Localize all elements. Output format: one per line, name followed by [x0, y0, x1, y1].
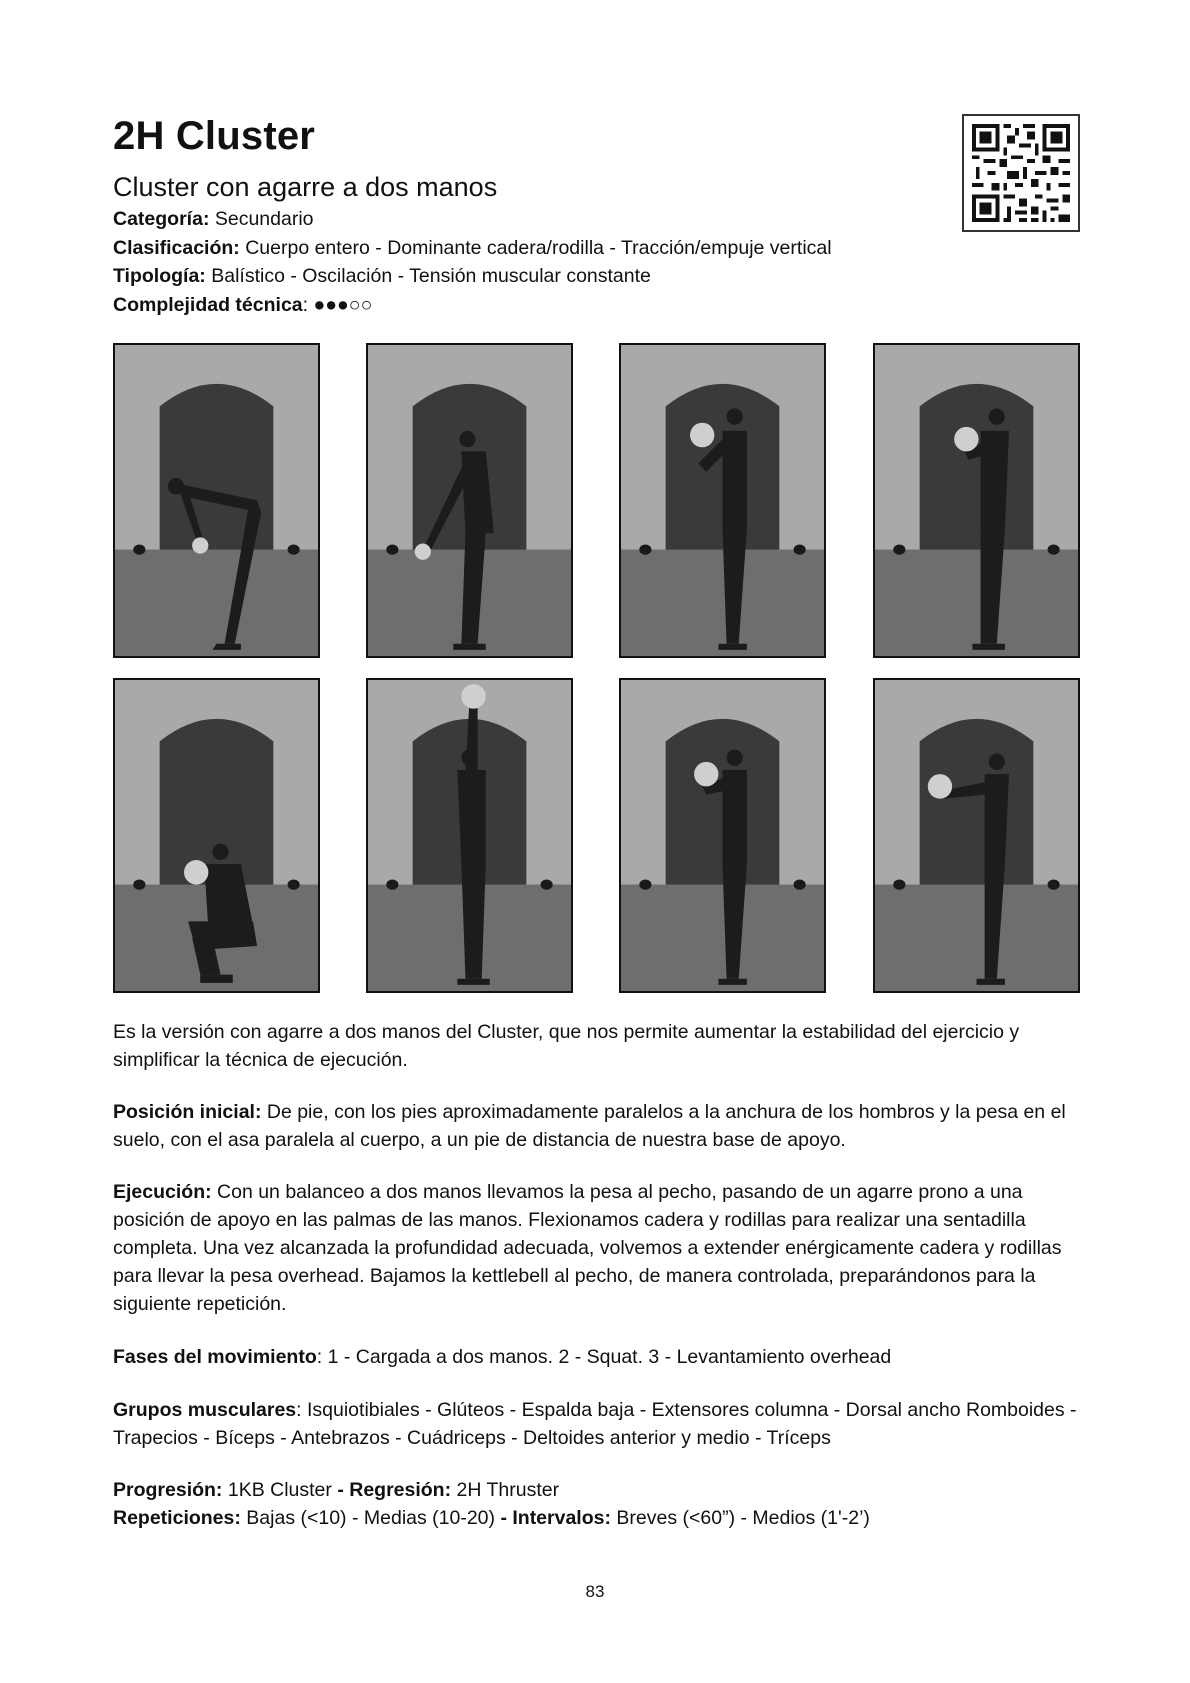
photo-frame: [113, 343, 320, 658]
meta-label: Complejidad técnica: [113, 293, 303, 316]
meta-value: Secundario: [209, 208, 314, 230]
progresion-line: [113, 1476, 1093, 1504]
section-label: Fases del movimiento: [113, 1346, 317, 1368]
section-label: Ejecución:: [113, 1181, 212, 1203]
photo-frame: [873, 343, 1080, 658]
page-subtitle: Cluster con agarre a dos manos: [113, 172, 498, 202]
intro-paragraph: Es la versión con agarre a dos manos del Cluster, que nos permite aumentar la estabilidad del ejercicio y simplificar la técnica de ejecución.: [113, 1021, 1020, 1071]
meta-label: Clasificación:: [113, 236, 240, 259]
complexity-rating: : ●●●○○: [302, 293, 373, 316]
fases-paragraph: [113, 1343, 1093, 1371]
photo-frame: [366, 678, 573, 993]
progresion-block: [113, 1476, 1093, 1532]
photo-frame: [619, 343, 826, 658]
photo-frame: [619, 678, 826, 993]
exercise-meta: [113, 205, 832, 319]
section-text: Con un balanceo a dos manos llevamos la pesa al pecho, pasando de un agarre prono a una posición de apoyo en las palmas de las manos. Flexionamos cadera y rodillas para realizar una sentadilla completa. Una vez alcanzada la profundidad adecuada, volvemos a extender enérgicamente cadera y rodillas para llevar la pesa overhead. Bajamos la kettlebell al pecho, de manera controlada, preparándonos para la siguiente repetición.: [113, 1181, 1062, 1315]
section-text: 1KB Cluster: [222, 1479, 338, 1501]
section-label: Progresión:: [113, 1479, 223, 1501]
meta-tipologia: [113, 262, 832, 291]
photo-frame: [366, 343, 573, 658]
page-number: 83: [585, 1582, 605, 1601]
photo-frame: [873, 678, 1080, 993]
section-label: - Regresión:: [337, 1479, 452, 1501]
ejecucion-paragraph: [113, 1178, 1093, 1318]
section-label: Grupos musculares: [113, 1399, 297, 1421]
section-text: Breves (<60”) - Medios (1'-2’): [610, 1507, 870, 1529]
section-text: : Isquiotibiales - Glúteos - Espalda baja - Extensores columna - Dorsal ancho Romboides - Trapecios - Bíceps - Antebrazos - Cuádriceps - Deltoides anterior y medio - Tríceps: [113, 1399, 1077, 1449]
section-text: 2H Thruster: [451, 1479, 560, 1501]
meta-label: Categoría:: [113, 208, 210, 230]
grupos-musculares-paragraph: [113, 1396, 1093, 1452]
meta-value: Cuerpo entero - Dominante cadera/rodilla - Tracción/empuje vertical: [239, 236, 832, 259]
section-text: De pie, con los pies aproximadamente paralelos a la anchura de los hombros y la pesa en el suelo, con el asa paralela al cuerpo, a un pie de distancia de nuestra base de apoyo.: [113, 1101, 1066, 1151]
meta-categoria: [113, 205, 832, 234]
section-label: - Intervalos:: [500, 1507, 611, 1529]
posicion-inicial-paragraph: [113, 1098, 1093, 1154]
photo-frame: [113, 678, 320, 993]
page-title: 2H Cluster: [113, 114, 316, 158]
meta-label: Tipología:: [113, 265, 206, 287]
meta-value: Balístico - Oscilación - Tensión muscular constante: [205, 265, 651, 287]
photo-grid: [113, 343, 1080, 993]
meta-complejidad: [113, 291, 832, 320]
meta-clasificacion: [113, 234, 832, 263]
repeticiones-line: [113, 1504, 1093, 1532]
section-text: Bajas (<10) - Medias (10-20): [240, 1507, 501, 1529]
section-label: Posición inicial:: [113, 1101, 262, 1123]
section-label: Repeticiones:: [113, 1507, 241, 1529]
qr-code-icon[interactable]: [962, 114, 1080, 232]
section-text: : 1 - Cargada a dos manos. 2 - Squat. 3 - Levantamiento overhead: [316, 1346, 892, 1368]
